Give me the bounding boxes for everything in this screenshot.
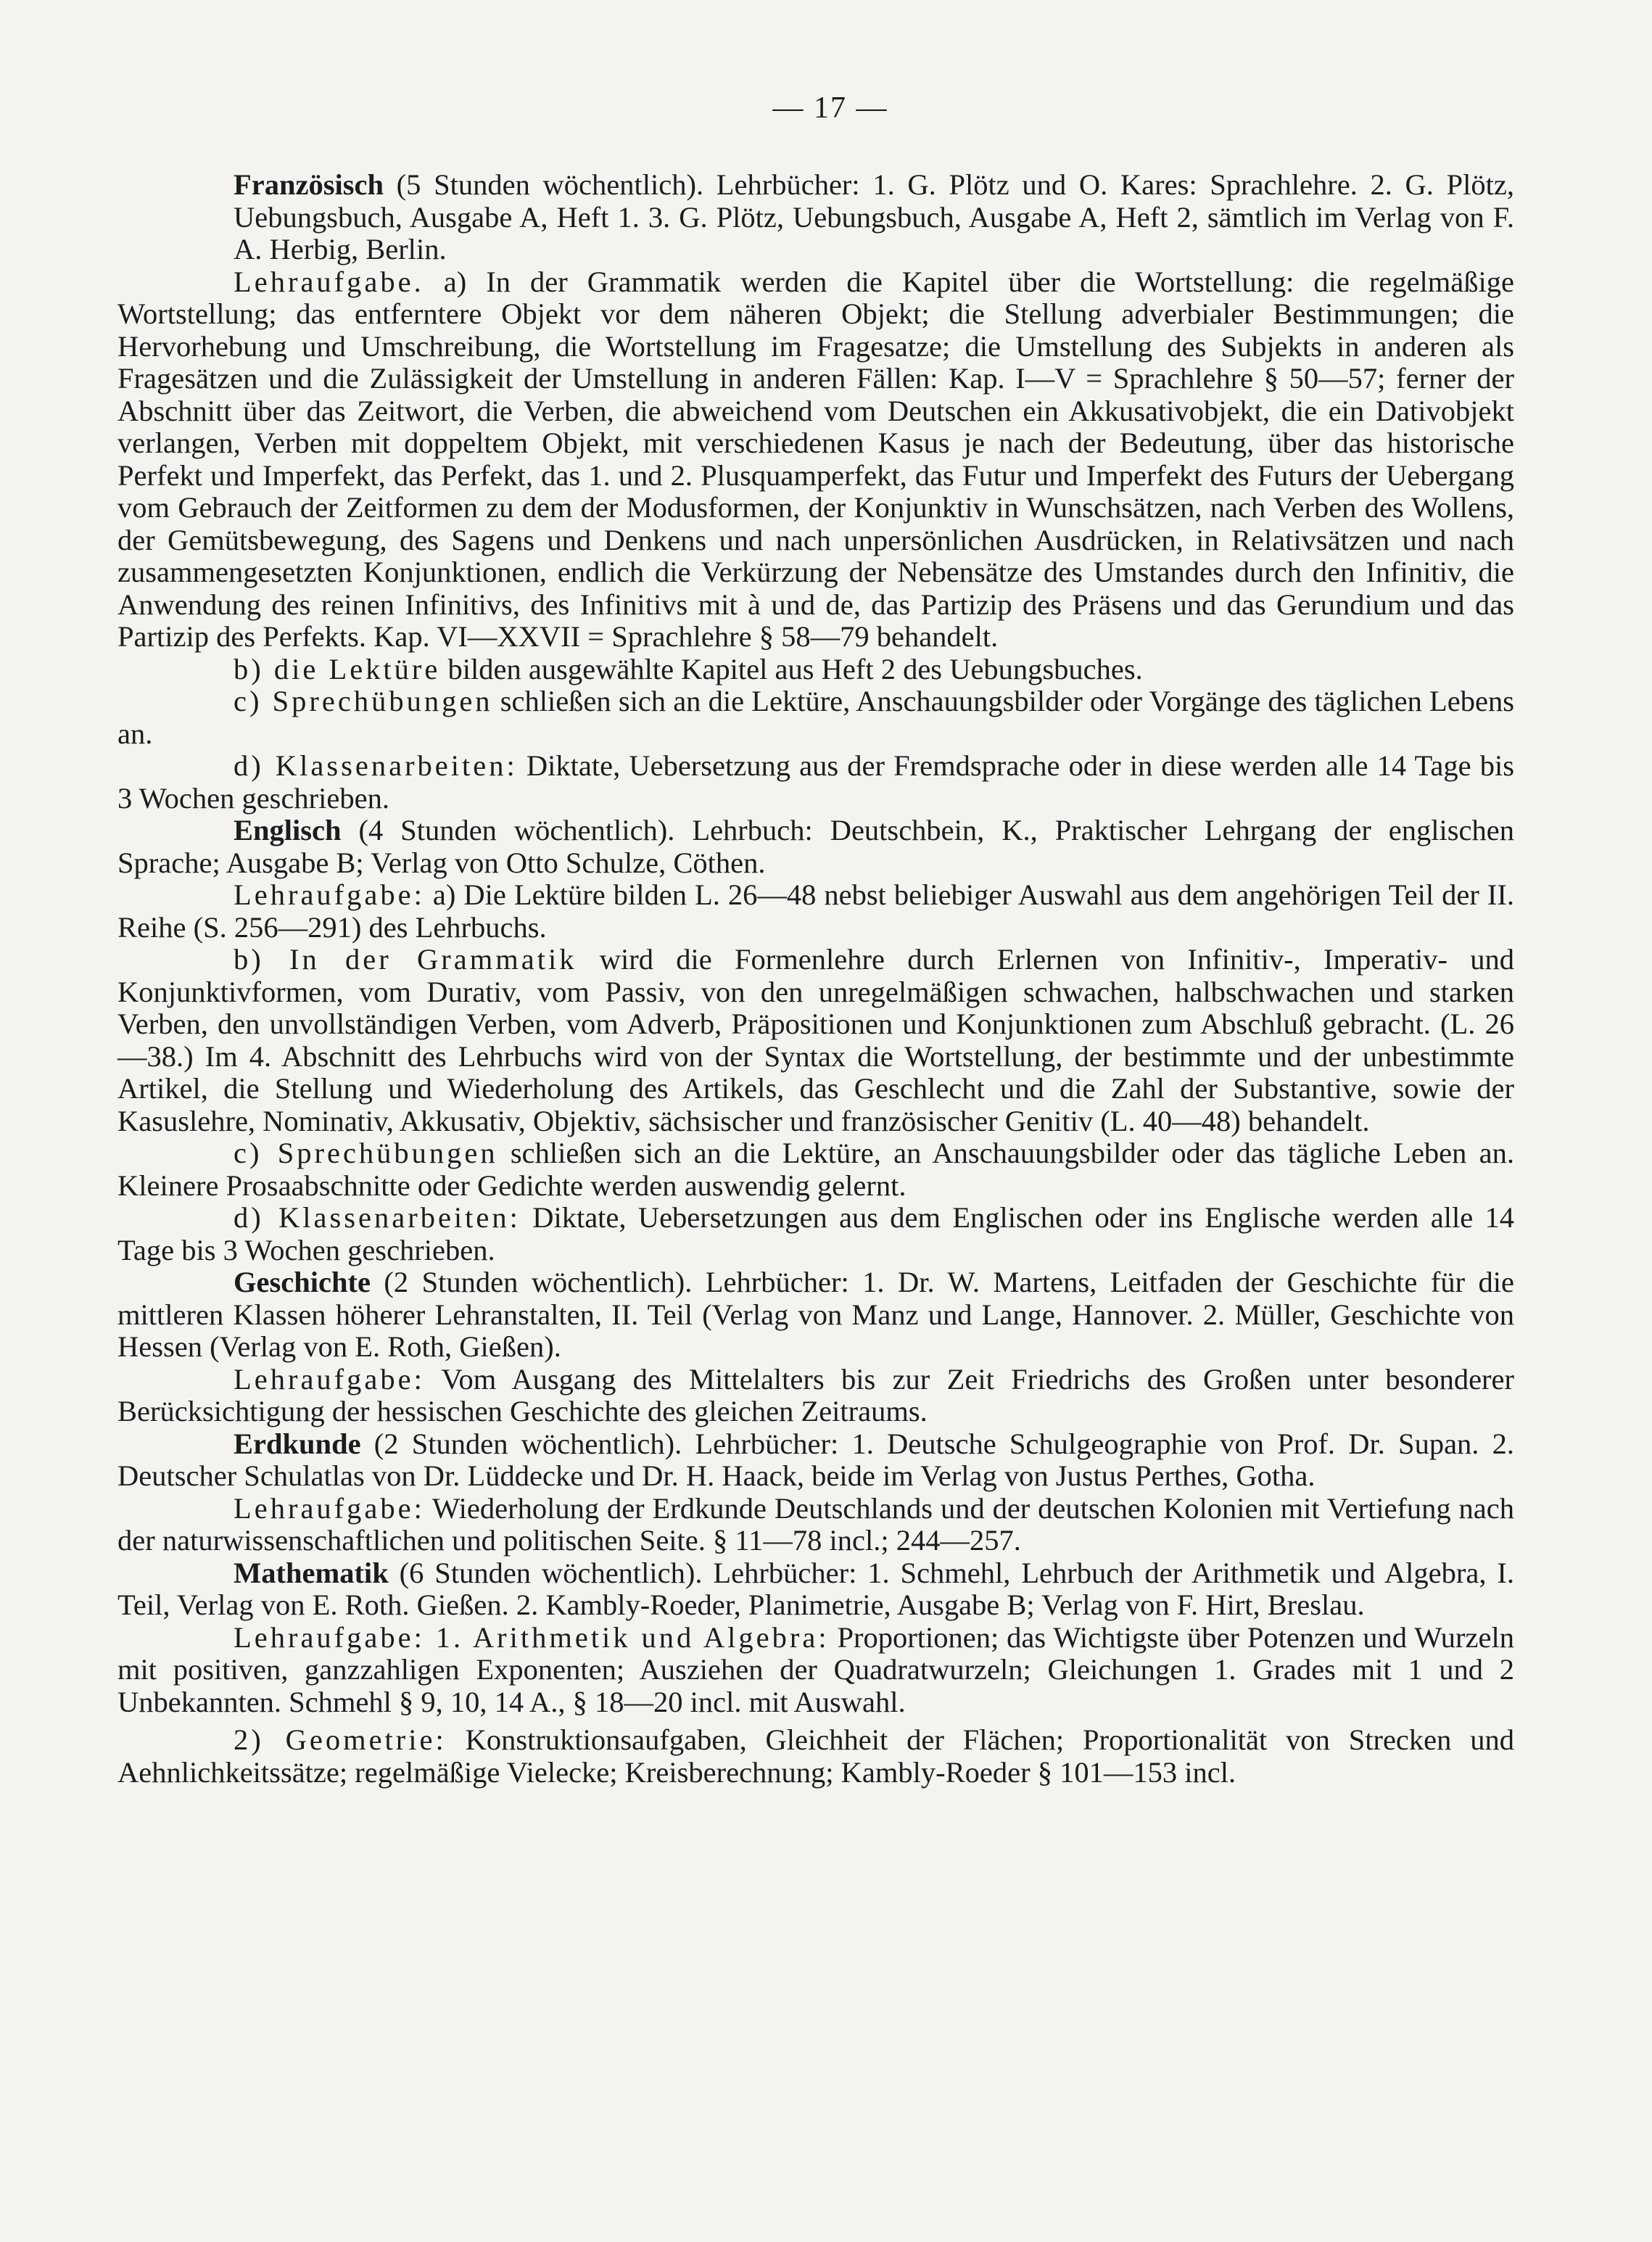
paragraph	[117, 685, 1514, 750]
paragraph-text: (2 Stunden wöchentlich). Lehrbücher: 1. Deutsche Schulgeographie von Prof. Dr. Supan. 2. Deutscher Schulatlas von Dr. Lüddecke und Dr. H. Haack, beide im Verlag von Justus Perthes, Gotha.	[117, 1427, 1514, 1492]
paragraph	[117, 944, 1514, 1137]
paragraph-text: schließen sich an die Lektüre, an Anschauungsbilder oder das tägliche Leben an. Kleinere Prosaabschnitte oder Gedichte werden auswendig gelernt.	[117, 1137, 1514, 1202]
paragraph-lead: Lehraufgabe:	[234, 1362, 425, 1396]
paragraph	[117, 1137, 1514, 1202]
paragraph-lead: c) Sprechübungen	[234, 685, 493, 717]
paragraph-text: Konstruktionsaufgaben, Gleichheit der Flächen; Proportionalität von Strecken und Aehnlichkeitssätze; regelmäßige Vielecke; Kreisberechnung; Kambly-Roeder § 101—153 incl.	[117, 1723, 1514, 1789]
paragraph-lead: b) die Lektüre	[234, 652, 441, 685]
paragraph	[117, 266, 1514, 654]
paragraph-lead: Lehraufgabe: 1. Arithmetik und Algebra:	[234, 1620, 830, 1654]
section-franzoesisch	[117, 169, 1514, 815]
paragraph-text: a) Die Lektüre bilden L. 26—48 nebst beliebiger Auswahl aus dem angehörigen Teil der II. Reihe (S. 256—291) des Lehrbuchs.	[117, 878, 1514, 944]
paragraph-text: Diktate, Uebersetzung aus der Fremdsprache oder in diese werden alle 14 Tage bis 3 Wochen geschrieben.	[117, 749, 1514, 815]
paragraph	[117, 815, 1514, 879]
paragraph-text: bilden ausgewählte Kapitel aus Heft 2 des Uebungsbuches.	[440, 652, 1143, 685]
paragraph-text: wird die Formenlehre durch Erlernen von Infinitiv-, Imperativ- und Konjunktivformen, vom Durativ, vom Passiv, von den unregelmäßigen schwachen, halbschwachen und starken Verben, den unvollständigen Verben, vom Adverb, Präpositionen und Konjunktionen zum Abschluß gebracht. (L. 26—38.) Im 4. Abschnitt des Lehrbuchs wird von der Syntax die Wortstellung, der bestimmte und der unbestimmte Artikel, die Stellung und Wiederholung des Artikels, das Geschlecht und die Zahl der Substantive, sowie der Kasuslehre, Nominativ, Akkusativ, Objektiv, sächsischer und französischer Genitiv (L. 40—48) behandelt.	[117, 943, 1514, 1137]
paragraph-lead: d) Klassenarbeiten:	[234, 1201, 521, 1234]
subject-heading: Erdkunde	[234, 1427, 361, 1460]
subject-heading: Englisch	[234, 814, 342, 846]
paragraph-text: a) In der Grammatik werden die Kapitel über die Wortstellung: die regelmäßige Wortstellung; das entferntere Objekt vor dem näheren Objekt; die Stellung adverbialer Bestimmungen; die Hervorhebung und Umschreibung, die Wortstellung im Fragesatze; die Umstellung des Subjekts in anderen als Fragesätzen und die Zulässigkeit der Umstellung in anderen Fällen: Kap. I—V = Sprachlehre § 50—57; ferner der Abschnitt über das Zeitwort, die Verben, die abweichend vom Deutschen ein Akkusativobjekt, die ein Dativobjekt verlangen, Verben mit doppeltem Objekt, mit verschiedenen Kasus je nach der Bedeutung, über das historische Perfekt und Imperfekt, das Perfekt, das 1. und 2. Plusquamperfekt, das Futur und Imperfekt des Futurs der Uebergang vom Gebrauch der Zeitformen zu dem der Modusformen, der Konjunktiv in Wunschsätzen, nach Verben des Wollens, der Gemütsbewegung, des Sagens und Denkens und nach unpersönlichen Ausdrücken, in Relativsätzen und nach zusammengesetzten Konjunktionen, endlich die Verkürzung der Nebensätze des Umstandes durch den Infinitiv, die Anwendung des reinen Infinitivs, des Infinitivs mit à und de, das Partizip des Präsens und das Gerundium und das Partizip des Perfekts. Kap. VI—XXVII = Sprachlehre § 58—79 behandelt.	[117, 265, 1514, 653]
paragraph-lead: 2) Geometrie:	[234, 1723, 447, 1756]
paragraph	[117, 1493, 1514, 1557]
subject-heading: Geschichte	[234, 1266, 371, 1298]
paragraph	[117, 1364, 1514, 1428]
paragraph	[117, 1266, 1514, 1364]
paragraph	[117, 1428, 1514, 1493]
paragraph	[117, 169, 1514, 266]
paragraph	[117, 654, 1514, 686]
paragraph-text: (5 Stunden wöchentlich). Lehrbücher: 1. G. Plötz und O. Kares: Sprachlehre. 2. G. Plötz, Uebungsbuch, Ausgabe A, Heft 1. 3. G. Plötz, Uebungsbuch, Ausgabe A, Heft 2, sämtlich im Verlag von F. A. Herbig, Berlin.	[234, 168, 1514, 265]
paragraph-text: (4 Stunden wöchentlich). Lehrbuch: Deutschbein, K., Praktischer Lehrgang der englischen Sprache; Ausgabe B; Verlag von Otto Schulze, Cöthen.	[117, 814, 1514, 879]
paragraph-text: (6 Stunden wöchentlich). Lehrbücher: 1. Schmehl, Lehrbuch der Arithmetik und Algebra, I. Teil, Verlag von E. Roth. Gießen. 2. Kambly-Roeder, Planimetrie, Ausgabe B; Verlag von F. Hirt, Breslau.	[117, 1556, 1514, 1621]
paragraph	[117, 750, 1514, 815]
section-erdkunde	[117, 1428, 1514, 1557]
subject-heading: Französisch	[234, 168, 384, 201]
paragraph-text: Vom Ausgang des Mittelalters bis zur Zeit Friedrichs des Großen unter besonderer Berücksichtigung der hessischen Geschichte des gleichen Zeitraums.	[117, 1362, 1514, 1427]
paragraph-text: Proportionen; das Wichtigste über Potenzen und Wurzeln mit positiven, ganzzahligen Exponenten; Ausziehen der Quadratwurzeln; Gleichungen 1. Grades mit 1 und 2 Unbekannten. Schmehl § 9, 10, 14 A., § 18—20 incl. mit Auswahl.	[117, 1620, 1514, 1718]
paragraph-lead: b) In der Grammatik	[234, 943, 577, 976]
paragraph-text: Wiederholung der Erdkunde Deutschlands und der deutschen Kolonien mit Vertiefung nach der naturwissenschaftlichen und politischen Seite. § 11—78 incl.; 244—257.	[117, 1491, 1514, 1557]
subject-heading: Mathematik	[234, 1556, 389, 1589]
paragraph	[117, 1557, 1514, 1622]
paragraph-text: schließen sich an die Lektüre, Anschauungsbilder oder Vorgänge des täglichen Lebens an.	[117, 685, 1514, 750]
paragraph	[117, 1724, 1514, 1789]
paragraph	[117, 879, 1514, 944]
section-geschichte	[117, 1266, 1514, 1428]
page-number: — 17 —	[772, 91, 888, 125]
paragraph	[117, 1202, 1514, 1266]
paragraph-text: Diktate, Uebersetzungen aus dem Englischen oder ins Englische werden alle 14 Tage bis 3 Wochen geschrieben.	[117, 1201, 1514, 1266]
section-mathematik	[117, 1557, 1514, 1789]
paragraph-text: (2 Stunden wöchentlich). Lehrbücher: 1. Dr. W. Martens, Leitfaden der Geschichte für die mittleren Klassen höherer Lehranstalten, II. Teil (Verlag von Manz und Lange, Hannover. 2. Müller, Geschichte von Hessen (Verlag von E. Roth, Gießen).	[117, 1266, 1514, 1363]
paragraph-lead: Lehraufgabe:	[234, 878, 425, 911]
paragraph	[117, 1622, 1514, 1719]
section-englisch	[117, 815, 1514, 1266]
paragraph-lead: c) Sprechübungen	[234, 1137, 498, 1169]
paragraph-lead: Lehraufgabe.	[234, 265, 424, 298]
page-content	[117, 169, 1514, 1789]
paragraph-lead: Lehraufgabe:	[234, 1491, 425, 1525]
paragraph-lead: d) Klassenarbeiten:	[234, 749, 518, 782]
